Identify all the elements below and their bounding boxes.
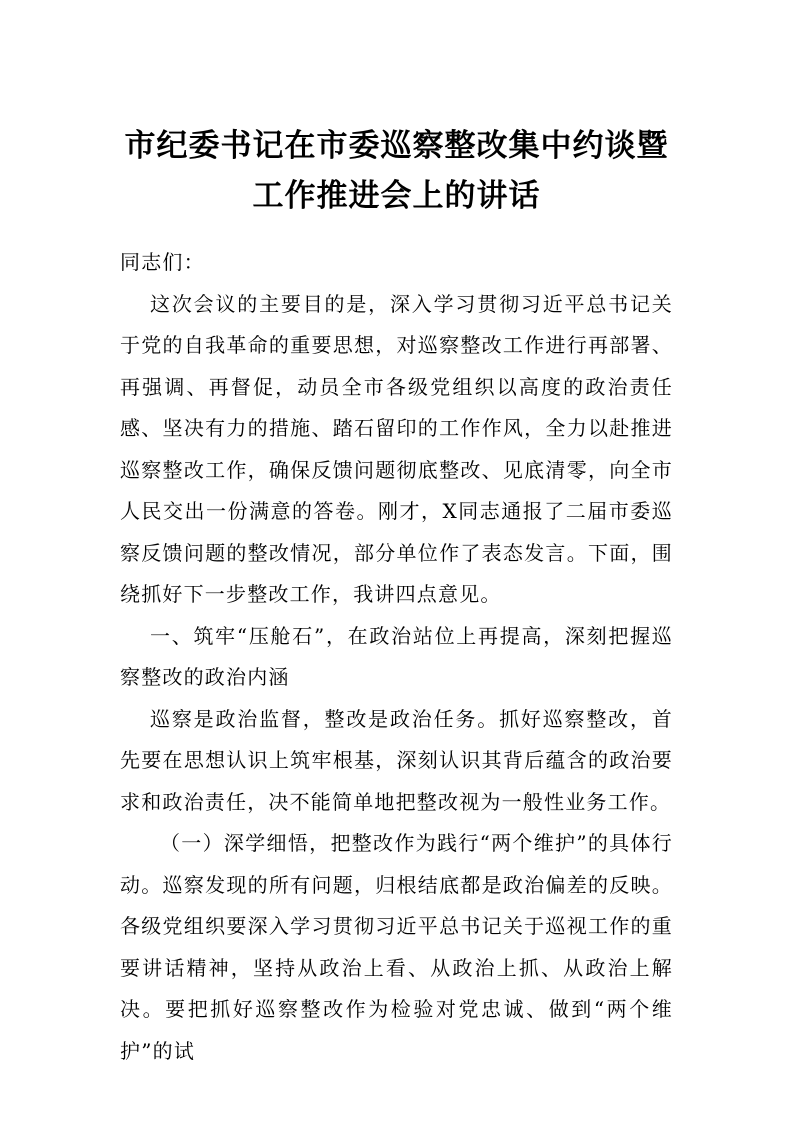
subsection-1: （一）深学细悟，把整改作为践行“两个维护”的具体行动。巡察发现的所有问题，归根结底都是政治偏差的反映。各级党组织要深入学习贯彻习近平总书记关于巡视工作的重要讲话精神，坚持从政治上看、从政治上抓、从政治上解决。要把抓好巡察整改作为检验对党忠诚、做到“两个维护”的试 xyxy=(120,831,673,1063)
document-title: 市纪委书记在市委巡察整改集中约谈暨工作推进会上的讲话 xyxy=(124,128,669,214)
paragraph-intro: 这次会议的主要目的是，深入学习贯彻习近平总书记关于党的自我革命的重要思想，对巡察整改工作进行再部署、再强调、再督促，动员全市各级党组织以高度的政治责任感、坚决有力的措施、踏石留印的工作作风，全力以赴推进巡察整改工作，确保反馈问题彻底整改、见底清零，向全市人民交出一份满意的答卷。刚才，X同志通报了二届市委巡察反馈问题的整改情况，部分单位作了表态发言。下面，围绕抓好下一步整改工作，我讲四点意见。 xyxy=(120,291,673,606)
salutation: 同志们： xyxy=(120,250,205,274)
paragraph-section-1: 巡察是政治监督，整改是政治任务。抓好巡察整改，首先要在思想认识上筑牢根基，深刻认识其背后蕴含的政治要求和政治责任，决不能简单地把整改视为一般性业务工作。 xyxy=(120,706,673,814)
section-heading-1: 一、筑牢“压舱石”，在政治站位上再提高，深刻把握巡察整改的政治内涵 xyxy=(120,623,673,689)
document-body xyxy=(120,242,673,1072)
